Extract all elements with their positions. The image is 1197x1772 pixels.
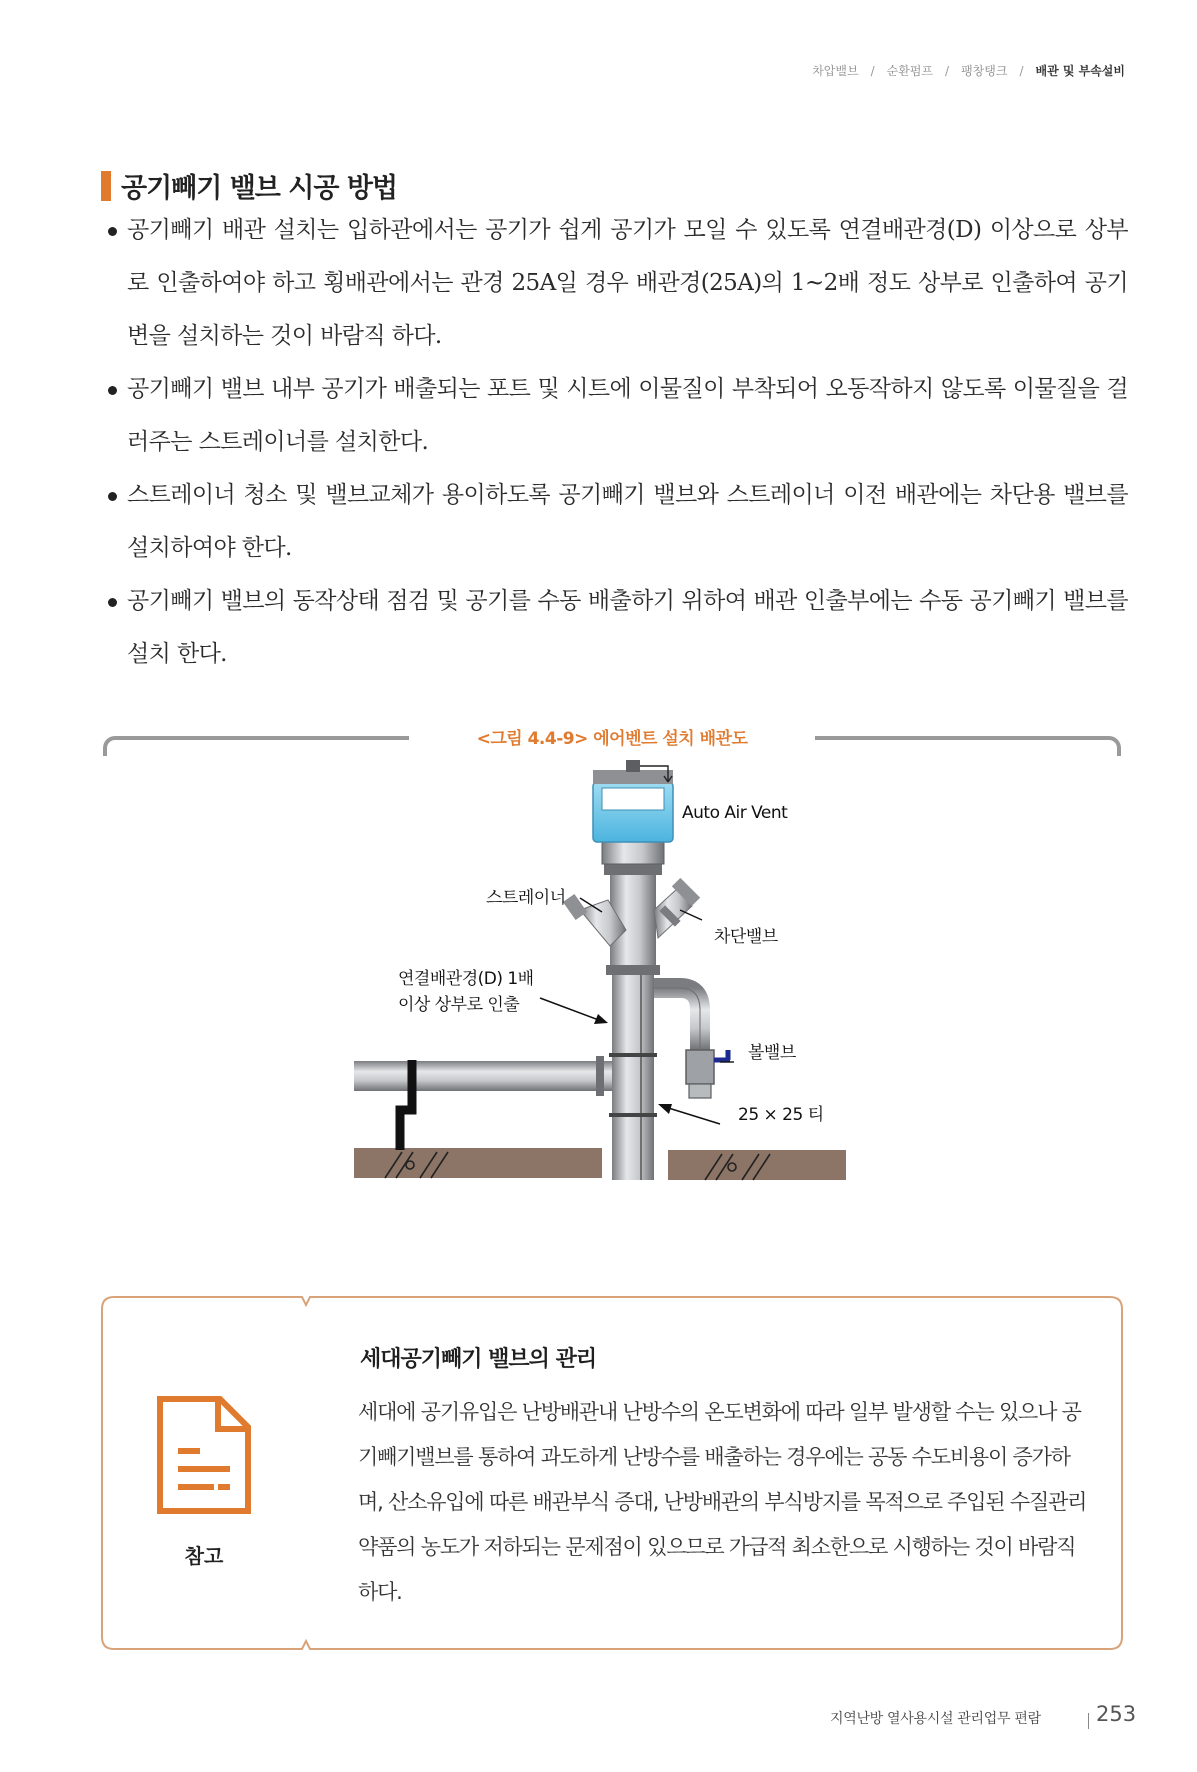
document-icon (156, 1395, 252, 1515)
breadcrumb-separator: / (870, 63, 875, 78)
ground-slab-right (668, 1150, 846, 1180)
label-shutoff-valve: 차단밸브 (714, 927, 778, 947)
breadcrumb-item-tank: 팽창탱크 (961, 64, 1008, 78)
breadcrumb (812, 62, 1125, 79)
breadcrumb-item-piping: 배관 및 부속설비 (1035, 64, 1125, 78)
bullet-text: 공기빼기 밸브의 동작상태 점검 및 공기를 수동 배출하기 위하여 배관 인출부에는 수동 공기빼기 밸브를 설치 한다. (127, 588, 1128, 667)
bullet-dot-icon (108, 492, 117, 501)
breadcrumb-separator: / (1019, 63, 1024, 78)
footer-divider (1088, 1713, 1089, 1729)
breadcrumb-item-pressure-valve: 차압밸브 (812, 64, 859, 78)
bullet-text: 공기빼기 밸브 내부 공기가 배출되는 포트 및 시트에 이물질이 부착되어 오동작하지 않도록 이물질을 걸러주는 스트레이너를 설치한다. (127, 376, 1128, 455)
section-heading (101, 166, 397, 205)
breadcrumb-separator: / (945, 63, 950, 78)
bullet-item (104, 204, 1128, 363)
bullet-dot-icon (108, 598, 117, 607)
section-accent-bar (101, 171, 111, 201)
label-connection-line2: 이상 상부로 인출 (398, 995, 520, 1015)
horizontal-pipe (354, 1061, 616, 1091)
footer-book-title: 지역난방 열사용시설 관리업무 편람 (830, 1711, 1041, 1727)
label-auto-air-vent: Auto Air Vent (682, 803, 788, 823)
connection-leader-line (540, 998, 604, 1022)
note-title: 세대공기빼기 밸브의 관리 (360, 1347, 597, 1372)
bullet-dot-icon (108, 227, 117, 236)
page-number: 253 (1096, 1702, 1137, 1726)
bullet-text: 스트레이너 청소 및 밸브교체가 용이하도록 공기빼기 밸브와 스트레이너 이전 배관에는 차단용 밸브를 설치하여야 한다. (127, 482, 1128, 561)
figure-frame-left (103, 736, 409, 756)
bullet-item (104, 575, 1128, 681)
bullet-text: 공기빼기 배관 설치는 입하관에서는 공기가 쉽게 공기가 모일 수 있도록 연결배관경(D) 이상으로 상부로 인출하여야 하고 횡배관에서는 관경 25A일 경우 배관경(25A)의 1~2배 정도 상부로 인출하여 공기변을 설치하는 것이 바람직 하다. (127, 217, 1128, 349)
bullet-dot-icon (108, 386, 117, 395)
label-ball-valve: 볼밸브 (748, 1043, 796, 1063)
ground-slab-left (354, 1148, 602, 1178)
bullet-item (104, 469, 1128, 575)
note-icon-label: 참고 (184, 1544, 224, 1568)
bullet-list (104, 204, 1128, 681)
label-strainer: 스트레이너 (486, 888, 566, 908)
vent-cap (626, 760, 640, 772)
note-body: 세대에 공기유입은 난방배관내 난방수의 온도변화에 따라 일부 발생할 수는 있으나 공기빼기밸브를 통하여 과도하게 난방수를 배출하는 경우에는 공동 수도비용이 증가하며, 산소유입에 따른 배관부식 증대, 난방배관의 부식방지를 목적으로 주입된 수질관리 약품의 농도가 저하되는 문제점이 있으므로 가급적 최소한으로 시행하는 것이 바람직 하다. (358, 1400, 1087, 1604)
breadcrumb-item-pump: 순환펌프 (886, 64, 934, 78)
label-connection-line1: 연결배관경(D) 1배 (398, 969, 534, 989)
ball-valve-body (686, 1050, 714, 1084)
figure-frame-right (815, 736, 1121, 756)
vertical-riser (612, 970, 654, 1180)
figure-caption: <그림 4.4-9> 에어벤트 설치 배관도 (476, 729, 748, 749)
tee-leader-line (662, 1106, 720, 1124)
section-title: 공기빼기 밸브 시공 방법 (121, 173, 398, 204)
label-tee: 25 × 25 티 (738, 1105, 824, 1125)
bullet-item (104, 363, 1128, 469)
